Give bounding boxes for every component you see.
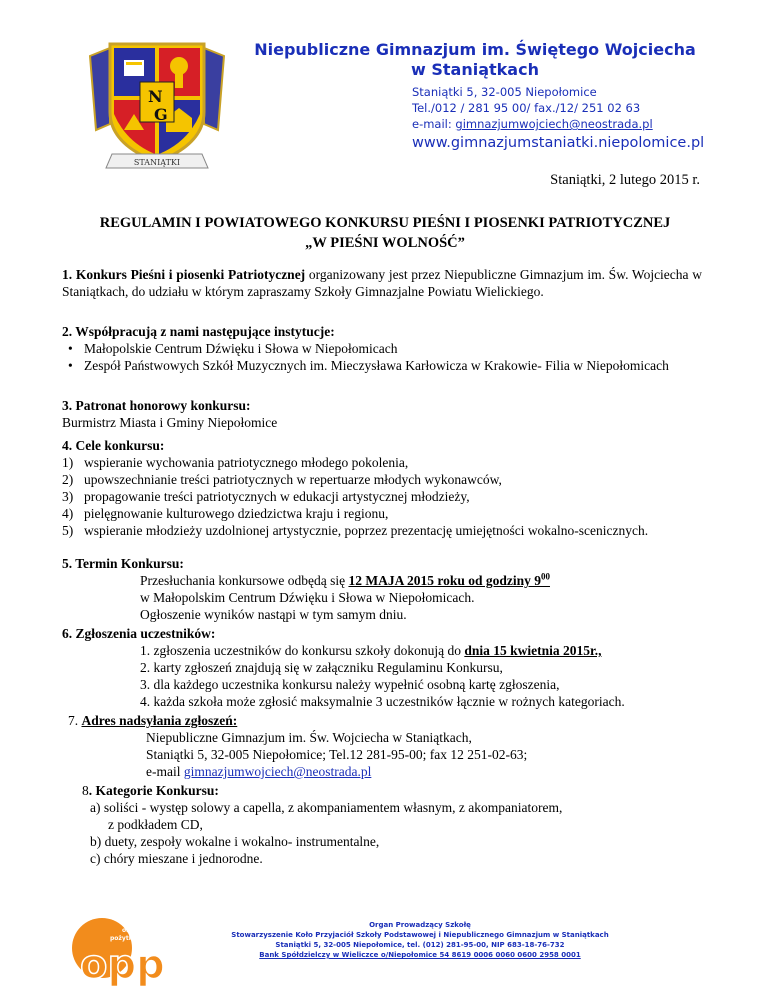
email-label: e-mail: <box>412 117 452 131</box>
section-4 <box>62 437 702 539</box>
opp-logo <box>72 912 180 988</box>
website-link[interactable]: www.gimnazjumstaniatki.niepolomice.pl <box>412 135 705 151</box>
section-1-heading: 1. Konkurs Pieśni i piosenki Patriotycznej <box>62 267 306 282</box>
school-crest-logo <box>82 34 232 174</box>
title-line1: REGULAMIN I POWIATOWEGO KONKURSU PIEŚNI I PIOSENKI PATRIOTYCZNEJ <box>99 215 671 231</box>
footer-line3: Staniątki 5, 32-005 Niepołomice, tel. (012) 281-95-00, NIP 683-18-76-732 <box>275 941 565 949</box>
section-6-heading: 6. Zgłoszenia uczestników: <box>62 626 216 641</box>
section-7-heading: 7. Adres nadsyłania zgłoszeń: <box>68 713 238 728</box>
section-7-email-link[interactable]: gimnazjumwojciech@neostrada.pl <box>183 764 372 779</box>
section-8 <box>62 782 702 867</box>
section-1-text: organizowany jest przez Niepubliczne Gimnazjum im. Św. Wojciecha w Staniątkach, do udziału w którym zapraszamy Szkoły Gimnazjalne Powiatu Wielickiego. <box>62 267 702 299</box>
section-4-heading: 4. Cele konkursu: <box>62 438 165 453</box>
section-6-line1: 1. zgłoszenia uczestników do konkursu szkoły dokonują do dnia 15 kwietnia 2015r., <box>140 643 602 658</box>
list-item: 3) propagowanie treści patriotycznych w edukacji artystycznej młodzieży, <box>62 489 470 504</box>
list-item: 2) upowszechnianie treści patriotycznych w repertuarze młodych wykonawców, <box>62 472 502 487</box>
title-line2: „W PIEŚNI WOLNOŚĆ” <box>305 235 465 251</box>
svg-text:G: G <box>154 105 168 124</box>
list-item: 1) wspieranie wychowania patriotycznego młodego pokolenia, <box>62 455 409 470</box>
school-name-line1: Niepubliczne Gimnazjum im. Świętego Wojciecha <box>254 40 696 59</box>
section-7-line1: Niepubliczne Gimnazjum im. Św. Wojciecha w Staniątkach, <box>146 730 472 745</box>
svg-text:STANIĄTKI: STANIĄTKI <box>133 158 181 167</box>
contact-block <box>412 84 653 132</box>
section-8-line3: c) chóry mieszane i jednorodne. <box>90 851 263 866</box>
deadline: dnia 15 kwietnia 2015r., <box>464 643 602 658</box>
section-5-line2: w Małopolskim Centrum Dźwięku i Słowa w Niepołomicach. <box>140 590 475 605</box>
goals-list <box>62 454 702 539</box>
footer-line2: Stowarzyszenie Koło Przyjaciół Szkoły Podstawowej i Niepublicznego Gimnazjum w Staniątkach <box>231 931 609 939</box>
document-date: Staniątki, 2 lutego 2015 r. <box>550 172 700 188</box>
section-8-heading: 8. Kategorie Konkursu: <box>82 783 219 798</box>
section-1 <box>62 266 702 300</box>
svg-text:N: N <box>148 87 163 106</box>
footer-line4: Bank Spółdzielczy w Wieliczce o/Niepołomice 54 8619 0006 0060 0600 2958 0001 <box>259 951 581 959</box>
section-5 <box>62 555 702 623</box>
header-email-link[interactable]: gimnazjumwojciech@neostrada.pl <box>455 117 653 131</box>
section-7-line3: e-mail gimnazjumwojciech@neostrada.pl <box>146 764 372 779</box>
contest-date: 12 MAJA 2015 roku od godziny $9^{00}$ <box>348 571 550 588</box>
section-6-line3: 3. dla każdego uczestnika konkursu należy wypełnić osobną kartę zgłoszenia, <box>140 677 560 692</box>
section-6-line2: 2. karty zgłoszeń znajdują się w załączniku Regulaminu Konkursu, <box>140 660 503 675</box>
section-7 <box>62 712 702 780</box>
section-2 <box>62 323 702 374</box>
phone-fax: Tel./012 / 281 95 00/ fax./12/ 251 02 63 <box>412 101 641 115</box>
footer-line1: Organ Prowadzący Szkołę <box>369 921 471 929</box>
list-item: 5) wspieranie młodzieży uzdolnionej artystycznie, poprzez prezentację umiejętności wokalno-scenicznych. <box>62 523 649 538</box>
section-3 <box>62 397 702 431</box>
email-line <box>412 116 653 132</box>
section-3-text: Burmistrz Miasta i Gminy Niepołomice <box>62 415 278 430</box>
list-item: • Małopolskie Centrum Dźwięku i Słowa w Niepołomicach <box>62 340 702 357</box>
school-name <box>250 40 700 80</box>
footer <box>190 920 650 960</box>
section-5-heading: 5. Termin Konkursu: <box>62 556 184 571</box>
section-6-line4: 4. każda szkoła może zgłosić maksymalnie 3 uczestników łącznie w rożnych kategoriach. <box>140 694 625 709</box>
section-8-line1b: z podkładem CD, <box>108 817 203 832</box>
section-8-line1: a) soliści - występ solowy a capella, z akompaniamentem własnym, z akompaniatorem, <box>90 800 563 815</box>
institutions-list <box>62 340 702 374</box>
document-title <box>40 213 730 253</box>
list-item: • Zespół Państwowych Szkół Muzycznych im. Mieczysława Karłowicza w Krakowie- Filia w Niepołomicach <box>62 357 702 374</box>
section-2-heading: 2. Współpracują z nami następujące instytucje: <box>62 324 335 339</box>
section-5-line1: Przesłuchania konkursowe odbędą się 12 MAJA 2015 roku od godziny $9^{00}$ <box>140 571 550 588</box>
address: Staniątki 5, 32-005 Niepołomice <box>412 85 597 99</box>
list-item: 4) pielęgnowanie kulturowego dziedzictwa kraju i regionu, <box>62 506 389 521</box>
section-3-heading: 3. Patronat honorowy konkursu: <box>62 398 251 413</box>
opp-text2: pożytku publicznego <box>110 935 180 942</box>
opp-letters: opp <box>80 942 165 988</box>
section-5-line3: Ogłoszenie wyników nastąpi w tym samym dniu. <box>140 607 407 622</box>
opp-text1: organizacja <box>122 927 161 934</box>
school-name-line2: w Staniątkach <box>411 60 539 79</box>
section-8-line2: b) duety, zespoły wokalne i wokalno- instrumentalne, <box>90 834 380 849</box>
section-7-line2: Staniątki 5, 32-005 Niepołomice; Tel.12 281-95-00; fax 12 251-02-63; <box>146 747 528 762</box>
section-6 <box>62 625 702 710</box>
